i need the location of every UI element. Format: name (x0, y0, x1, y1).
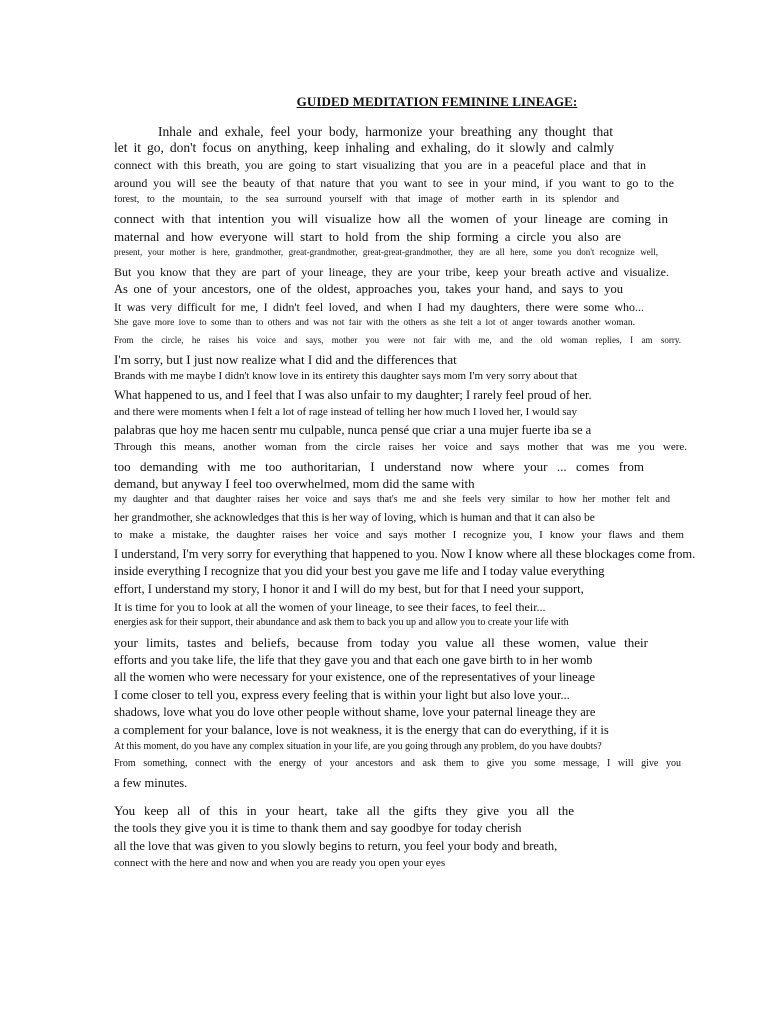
text-line: all the women who were necessary for your existence, one of the representatives of your lineage (114, 670, 596, 684)
text-line: your limits, tastes and beliefs, because from today you value all these women, value their (114, 636, 648, 650)
text-line: maternal and how everyone will start to hold from the ship forming a circle you also are (114, 230, 621, 244)
text-line: connect with this breath, you are going to start visualizing that you are in a peaceful place and that in (114, 159, 646, 172)
text-line: too demanding with me too authoritarian, I understand now where your ... comes from (114, 460, 644, 474)
text-line: Brands with me maybe I didn't know love in its entirety this daughter says mom I'm very sorry about that (114, 370, 578, 382)
text-line: around you will see the beauty of that nature that you want to see in your mind, if you want to go to the (114, 177, 674, 190)
text-line: the tools they give you it is time to thank them and say goodbye for today cherish (114, 821, 522, 835)
text-line: to make a mistake, the daughter raises her voice and says mother I recognize you, I know your flaws and them (114, 530, 684, 541)
text-line: At this moment, do you have any complex situation in your life, are you going through any problem, do you have doubts? (114, 741, 602, 752)
text-line: a complement for your balance, love is not weakness, it is the energy that can do everything, if it is (114, 723, 609, 737)
text-line: She gave more love to some than to others and was not fair with the others as she felt a lot of anger towards another woman. (114, 319, 635, 328)
text-line: It is time for you to look at all the women of your lineage, to see their faces, to feel their... (114, 600, 546, 614)
text-line: her grandmother, she acknowledges that this is her way of loving, which is human and that it can also be (114, 512, 595, 524)
text-line: my daughter and that daughter raises her voice and says that's me and she feels very similar to how her mother felt and (114, 495, 670, 505)
text-line: Through this means, another woman from the circle raises her voice and says mother that was me you were. (114, 442, 687, 453)
text-line: let it go, don't focus on anything, keep inhaling and exhaling, do it slowly and calmly (114, 141, 614, 155)
text-line: forest, to the mountain, to the sea surround yourself with that image of mother earth in its splendor and (114, 195, 619, 205)
text-line: connect with that intention you will visualize how all the women of your lineage are coming in (114, 212, 668, 226)
text-line: demand, but anyway I feel too overwhelmed, mom did the same with (114, 476, 475, 491)
text-line: energies ask for their support, their abundance and ask them to back you up and allow you to create your life with (114, 617, 569, 628)
text-line: It was very difficult for me, I didn't feel loved, and when I had my daughters, there were some who... (114, 301, 644, 314)
text-line: I'm sorry, but I just now realize what I did and the differences that (114, 352, 457, 367)
text-line: You keep all of this in your heart, take all the gifts they give you all the (114, 804, 574, 818)
text-line: connect with the here and now and when you are ready you open your eyes (114, 857, 446, 869)
text-line: As one of your ancestors, one of the oldest, approaches you, takes your hand, and says to you (114, 283, 623, 296)
text-line: I understand, I'm very sorry for everything that happened to you. Now I know where all these blockages come from. (114, 547, 696, 561)
text-line: all the love that was given to you slowly begins to return, you feel your body and breath, (114, 839, 558, 853)
document-title: GUIDED MEDITATION FEMININE LINEAGE: (296, 94, 578, 109)
text-line: I come closer to tell you, express every feeling that is within your light but also love your... (114, 688, 570, 702)
text-line: shadows, love what you do love other people without shame, love your paternal lineage they are (114, 705, 596, 719)
text-line: a few minutes. (114, 776, 188, 790)
text-line: efforts and you take life, the life that they gave you and that each one gave birth to in her womb (114, 653, 593, 667)
text-line: present, your mother is here, grandmother, great-grandmother, great-great-grandmother, they are all here, some you don't recognize well, (114, 248, 658, 257)
text-line: From something, connect with the energy of your ancestors and ask them to give you some message, I will give you (114, 759, 681, 769)
text-line: palabras que hoy me hacen sentr mu culpable, nunca pensé que criar a una mujer fuerte iba se a (114, 423, 592, 437)
text-line: and there were moments when I felt a lot of rage instead of telling her how much I loved her, I would say (114, 406, 577, 418)
text-line: What happened to us, and I feel that I was also unfair to my daughter; I rarely feel proud of her. (114, 388, 592, 402)
text-line: inside everything I recognize that you did your best you gave me life and I today value everything (114, 564, 605, 578)
text-line: Inhale and exhale, feel your body, harmonize your breathing any thought that (158, 125, 613, 139)
text-line: From the circle, he raises his voice and says, mother you were not fair with me, and the old woman replies, I am sorry. (114, 336, 681, 345)
text-line: effort, I understand my story, I honor it and I will do my best, but for that I need your support, (114, 582, 584, 596)
text-line: But you know that they are part of your lineage, they are your tribe, keep your breath active and visualize. (114, 266, 669, 279)
